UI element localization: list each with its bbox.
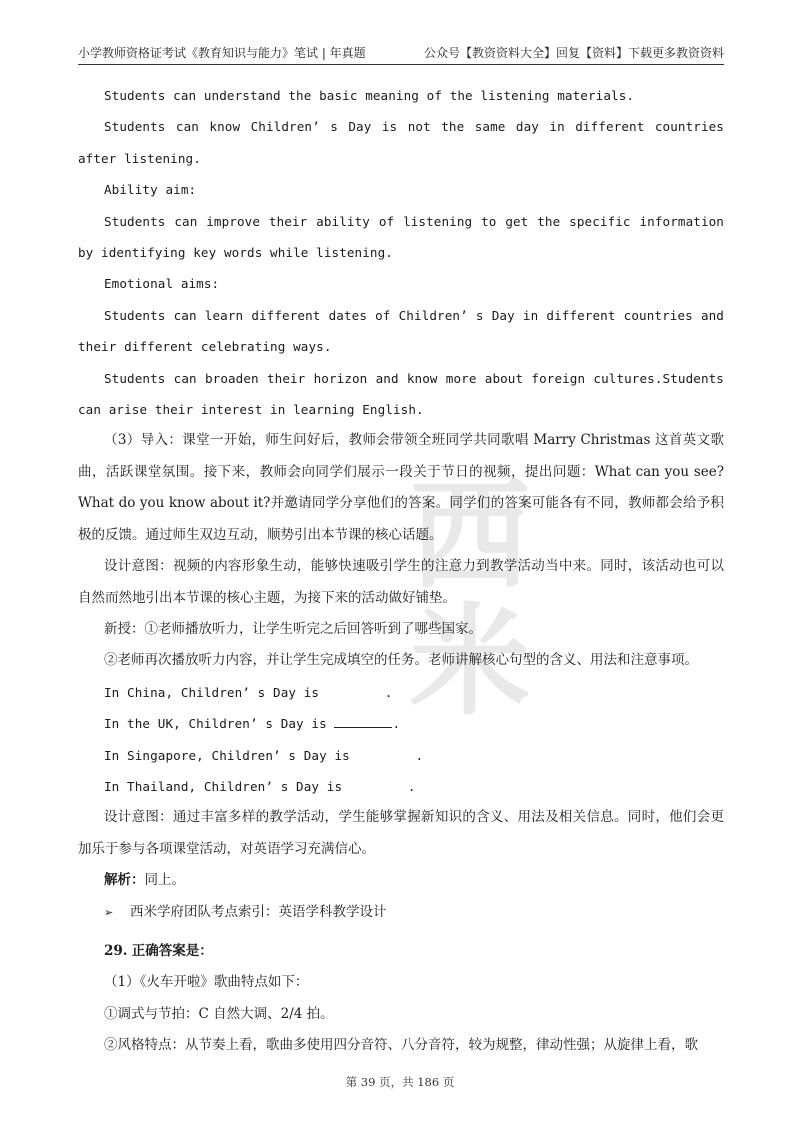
question-number: 29. [104,942,128,959]
page-header [78,44,724,61]
paragraph: 设计意图：视频的内容形象生动，能够快速吸引学生的注意力到教学活动当中来。同时，该活动也可以自然而然地引出本节课的核心主题，为接下来的活动做好铺垫。 [78,558,724,606]
paragraph: Students can broaden their horizon and know more about foreign cultures.Students can arise their interest in learning English. [78,370,724,418]
document-body [78,80,724,1062]
header-left-title: 小学教师资格证考试《教育知识与能力》笔试 | 年真题 [78,46,366,60]
page-footer: 第 39 页，共 186 页 [345,1075,455,1089]
header-divider [78,64,724,65]
question-heading [78,936,724,967]
period: . [407,778,416,794]
paragraph: Students can know Children’ s Day is not the same day in different countries after listening. [78,119,724,166]
section-label: Emotional aims: [104,276,220,292]
fill-text: In Singapore, Children’ s Day is [104,747,350,763]
analysis-text: 同上。 [144,872,185,889]
paragraph: 设计意图：通过丰富多样的教学活动，学生能够掌握新知识的含义、用法及相关信息。同时，他们会更加乐于参与各项课堂活动，对英语学习充满信心。 [78,809,724,857]
fill-in-line [78,740,724,771]
paragraph: ②老师再次播放听力内容，并让学生完成填空的任务。老师讲解核心句型的含义、用法和注意事项。 [104,652,698,669]
period: . [384,684,393,700]
fill-text: In China, Children’ s Day is [104,684,320,700]
paragraph: ①调式与节拍：C 自然大调、2/4 拍。 [104,1005,334,1022]
analysis-label: 解析： [104,872,145,889]
watermark-char: 西 [410,467,530,606]
paragraph: Students can learn different dates of Children’ s Day in different countries and their different celebrating ways. [78,307,724,355]
analysis-line [78,865,724,896]
question-title: 正确答案是： [131,942,213,959]
paragraph: Students can improve their ability of listening to get the specific information by identifying key words while listening. [78,213,724,261]
section-label: Ability aim: [104,182,197,198]
index-bullet [78,897,724,928]
period: . [415,747,424,763]
watermark-char: 米 [410,593,530,732]
bullet-text: 西米学府团队考点索引：英语学科教学设计 [130,903,387,920]
fill-in-line [78,708,724,739]
fill-in-line [78,771,724,802]
paragraph: Students can understand the basic meaning of the listening materials. [104,88,635,103]
paragraph: 新授：①老师播放听力，让学生听完之后回答听到了哪些国家。 [104,620,482,637]
fill-in-line [78,677,724,708]
spacer [78,928,724,936]
paragraph: ②风格特点：从节奏上看，歌曲多使用四分音符、八分音符，较为规整，律动性强；从旋律上看，歌 [104,1037,698,1054]
paragraph: （1）《火车开啦》歌曲特点如下： [104,974,309,991]
paragraph: （3）导入：课堂一开始，师生问好后，教师会带领全班同学共同歌唱 Marry Christmas 这首英文歌曲，活跃课堂氛围。接下来，教师会向同学们展示一段关于节日的视频，提出问题：What can you see? What do you know about it?并邀请同学分享他们的答案。同学们的答案可能各有不同，教师都会给予积极的反馈。通过师生双边互动，顺势引出本节课的核心话题。 [78,432,724,543]
arrow-bullet-icon: ➢ [104,905,114,919]
fill-text: In Thailand, Children’ s Day is [104,778,343,794]
header-right-promo: 公众号【教资资料大全】回复【资料】下载更多教资资料 [423,46,724,60]
fill-text: In the UK, Children’ s Day is [104,716,327,732]
period: . [392,716,401,732]
fill-blank-underline [334,716,392,728]
